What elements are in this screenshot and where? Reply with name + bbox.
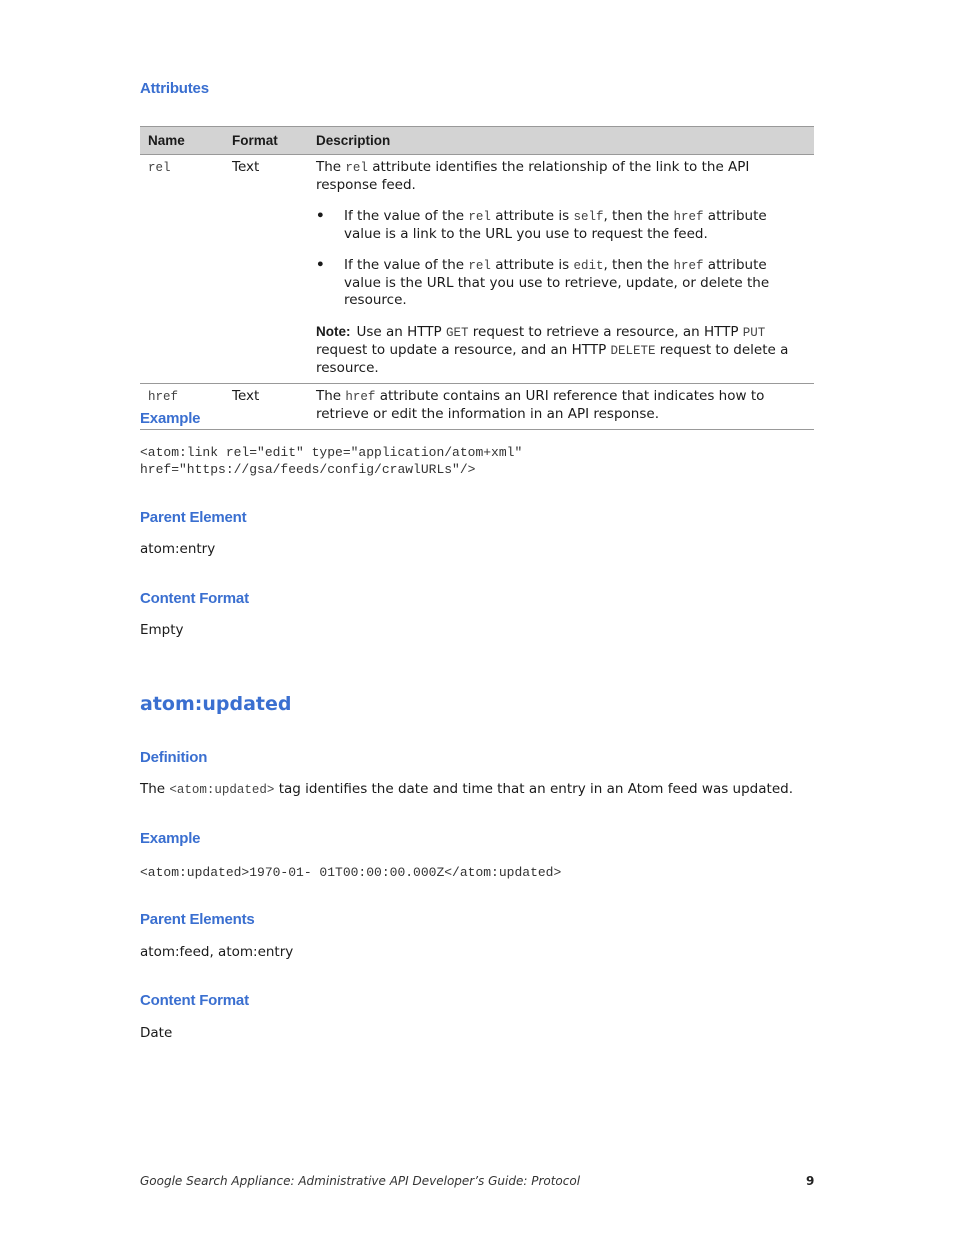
list-item: • If the value of the rel attribute is edit, then the href attribute value is the URL that you use to retrieve, update, or delete the resource. (316, 257, 770, 308)
list-item: • If the value of the rel attribute is self, then the href attribute value is a link to the URL you use to request the feed. (316, 208, 767, 242)
content-format-heading: Content Format (140, 992, 249, 1009)
header-format: Format (224, 127, 308, 155)
example-heading: Example (140, 410, 201, 427)
content-format-text: Empty (140, 622, 184, 638)
definition-heading: Definition (140, 749, 208, 766)
definition-text: The <atom:updated> tag identifies the date and time that an entry in an Atom feed was updated. (140, 781, 793, 797)
attr-name: href (148, 390, 179, 404)
parent-elements-text: atom:feed, atom:entry (140, 944, 294, 960)
rel-bullet-list (316, 208, 806, 309)
attr-name: rel (148, 161, 171, 175)
rel-note: Note: Use an HTTP GET request to retrieve a resource, an HTTP PUT request to update a resource, and an HTTP DELETE request to delete a resource. (316, 324, 789, 376)
parent-elements-heading: Parent Elements (140, 911, 255, 928)
header-description: Description (308, 127, 814, 155)
page-number: 9 (806, 1174, 815, 1188)
parent-element-heading: Parent Element (140, 509, 247, 526)
table-row (140, 155, 814, 384)
attributes-table (140, 126, 814, 430)
updated-example-code: <atom:updated>1970-01- 01T00:00:00.000Z</atom:updated> (140, 865, 562, 880)
footer-title: Google Search Appliance: Administrative API Developer’s Guide: Protocol (140, 1174, 581, 1188)
table-row (140, 384, 814, 430)
parent-element-text: atom:entry (140, 541, 216, 557)
header-name: Name (140, 127, 224, 155)
attributes-heading: Attributes (140, 80, 209, 97)
content-format-text: Date (140, 1025, 173, 1041)
attr-format: Text (224, 155, 308, 384)
section-title: atom:updated (140, 693, 292, 715)
attr-description (308, 155, 814, 384)
attr-format: Text (224, 384, 308, 430)
bullet-icon: • (316, 257, 325, 273)
content-format-heading: Content Format (140, 590, 249, 607)
example-heading: Example (140, 830, 201, 847)
link-example-code: <atom:link rel="edit" type="application/atom+xml" href="https://gsa/feeds/config/crawlURLs"/> (140, 445, 523, 477)
table-header-row (140, 127, 814, 155)
attr-description: The href attribute contains an URI reference that indicates how to retrieve or edit the information in an API response. (308, 384, 814, 430)
rel-description: The rel attribute identifies the relationship of the link to the API response feed. (316, 159, 750, 193)
bullet-icon: • (316, 208, 325, 224)
